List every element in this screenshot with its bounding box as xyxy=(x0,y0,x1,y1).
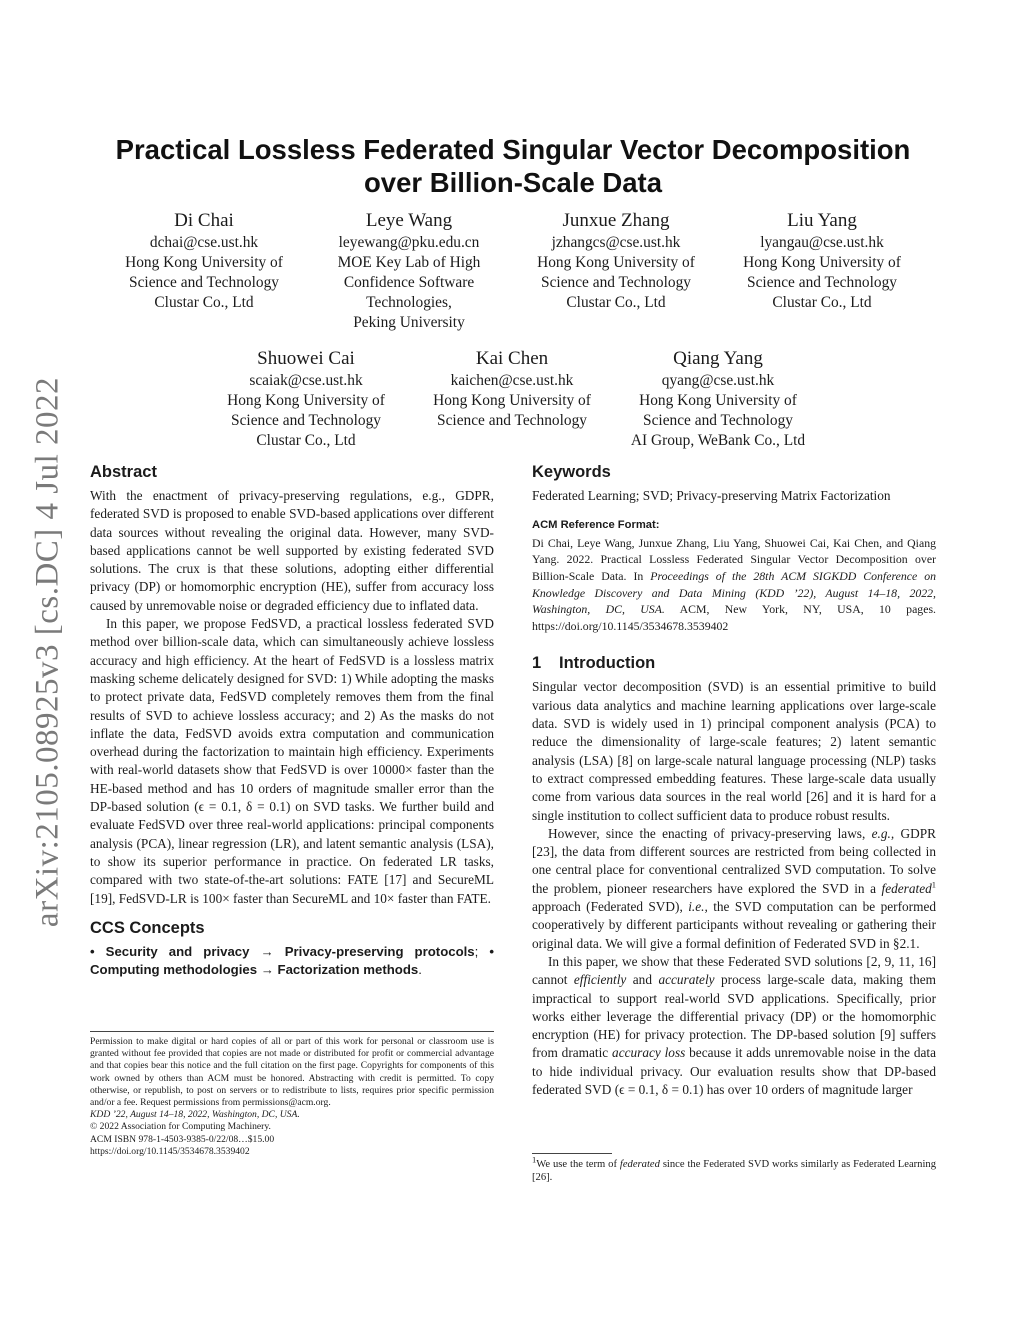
author-affiliation: Clustar Co., Ltd xyxy=(772,294,872,311)
text-run: because it adds unremovable noise in the data to hide individual privacy. Our evaluation results show that DP-based federated SVD (ϵ = 0.1, δ = 0.1) has over 10 orders of magnitude larger xyxy=(532,1045,937,1097)
text-run: However, since the enacting of privacy-preserving laws, xyxy=(548,825,866,841)
author-affiliation: Science and Technology xyxy=(643,412,793,429)
footnote-mark: 1 xyxy=(532,1154,537,1165)
arxiv-identifier-text: arXiv:2105.08925v3 [cs.DC] 4 Jul 2022 xyxy=(29,376,66,928)
text-run: federated xyxy=(881,880,932,896)
abstract-paragraph: With the enactment of privacy-preserving regulations, e.g., GDPR, federated SVD is proposed to enable SVD-based applications over different data sources without revealing the original data. However, many SVD-based applications cannot be well supported by existing federated SVD solutions. The crux is that these solutions, adopting either differential privacy (DP) or homomorphic encryption (HE), suffer from accuracy loss caused by unremovable noise or degraded efficiency due to inflated data. xyxy=(90,488,494,613)
text-run: accuracy loss xyxy=(612,1045,686,1061)
ccs-concepts xyxy=(90,943,494,980)
author-block xyxy=(206,347,406,451)
conference-line: KDD ’22, August 14–18, 2022, Washington, DC, USA. xyxy=(90,1109,300,1121)
author-affiliation: Hong Kong University of xyxy=(125,254,283,271)
author-affiliation: Peking University xyxy=(353,314,465,331)
author-email: scaiak@cse.ust.hk xyxy=(249,372,363,389)
author-block xyxy=(104,209,304,313)
text-run: i.e., xyxy=(688,899,708,915)
ccs-concept: • Computing methodologies → Factorization methods xyxy=(90,943,494,978)
text-run: efficiently xyxy=(573,972,627,988)
permission-block xyxy=(90,1036,494,1158)
text-run: accurately xyxy=(658,972,715,988)
acm-reference-label: ACM Reference Format: xyxy=(532,519,660,532)
author-affiliation: Hong Kong University of xyxy=(433,392,591,409)
author-block xyxy=(412,347,612,431)
acm-reference-venue: Proceedings of the 28th ACM SIGKDD Conference on Knowledge Discovery and Data Mining (KDD ’22), August 14–18, 2022, Washington, DC, USA. xyxy=(532,569,936,617)
acm-reference-authors: Di Chai, Leye Wang, Junxue Zhang, Liu Yang, Shuowei Cai, Kai Chen, and Qiang Yang. 2022. Practical Lossless Federated Singular Vector Decomposition over Billion-Scale Data. In xyxy=(532,535,936,584)
author-affiliation: Hong Kong University of xyxy=(227,392,385,409)
abstract-paragraph: In this paper, we propose FedSVD, a practical lossless federated SVD method over billion-scale data, which can simultaneously achieve lossless accuracy and high efficiency. At the heart of FedSVD is a lossless matrix masking scheme delicately designed for SVD: 1) While adopting the masks to protect private data, FedSVD completely removes them from the final results of SVD to achieve lossless accuracy; and 2) As the masks do not inflate the data, FedSVD avoids extra computation and communication overhead during the factorization to maintain high efficiency. Experiments with real-world datasets show that FedSVD is over 10000× faster than the HE-based method and has 10 orders of magnitude smaller error than the DP-based solution (ϵ = 0.1, δ = 0.1) on SVD tasks. We further build and evaluate FedSVD over three real-world applications: principal components analysis (PCA), linear regression (LR), and latent semantic analysis (LSA), to show its superior performance in practice. On federated LR tasks, compared with two state-of-the-art solutions: FATE [17] and SecureML [19], FedSVD-LR is 100× faster than SecureML and 10× faster than FATE. xyxy=(90,616,494,906)
text-run: In this paper, we show that these Federated SVD solutions [2, 9, 11, 16] cannot xyxy=(532,953,936,988)
intro-paragraph xyxy=(532,953,936,1099)
author-name: Junxue Zhang xyxy=(562,210,670,231)
text-run: process large-scale data, making them impractical to support real-world SVD applications. Specifically, prior works either leverage the differential privacy (DP) or the homomorphic encryption (HE) for privacy protection. The DP-based solution [9] suffers from dramatic xyxy=(532,972,936,1061)
author-affiliation: Hong Kong University of xyxy=(537,254,695,271)
ccs-heading: CCS Concepts xyxy=(90,918,205,937)
author-affiliation: Confidence Software xyxy=(343,274,475,291)
ccs-separator: ; xyxy=(474,943,479,959)
arxiv-identifier xyxy=(28,372,68,932)
right-column xyxy=(532,461,936,1099)
abstract-heading: Abstract xyxy=(90,463,157,481)
author-affiliation: Clustar Co., Ltd xyxy=(256,432,356,449)
section-title: Introduction xyxy=(559,654,656,673)
author-affiliation: Science and Technology xyxy=(129,274,279,291)
intro-paragraph: Singular vector decomposition (SVD) is an essential primitive to build various data analytics and machine learning applications over large-scale data. SVD is widely used in 1) principal component analysis (PCA) to reduce the dimensionality of large-scale features; 2) latent semantic analysis (LSA) [8] on large-scale natural language processing (NLP) tasks to extract compressed embedding features. These large-scale data usually come from various data sources in the real world [26] and it is hard for a single institution to collect sufficient data to produce robust results. xyxy=(532,679,936,823)
introduction-heading xyxy=(532,652,936,674)
author-block xyxy=(309,209,509,333)
text-run: GDPR [23], the data from different sources are restricted from being collected in one central place for conventional centralized SVD computation. To solve the problem, pioneer researchers have explored the SVD in a xyxy=(532,825,937,896)
intro-paragraph xyxy=(532,825,936,953)
author-name: Kai Chen xyxy=(475,348,549,369)
author-affiliation: Hong Kong University of xyxy=(639,392,797,409)
author-block xyxy=(612,347,824,451)
text-run: approach (Federated SVD), xyxy=(532,899,683,915)
keywords-heading: Keywords xyxy=(532,463,611,481)
text-run: federated xyxy=(619,1159,660,1170)
copyright-line: © 2022 Association for Computing Machinery. xyxy=(90,1121,271,1133)
doi-link[interactable]: https://doi.org/10.1145/3534678.3539402 xyxy=(90,1145,250,1157)
author-name: Liu Yang xyxy=(787,210,857,231)
author-affiliation: Science and Technology xyxy=(231,412,381,429)
text-run: We use the term of xyxy=(536,1159,617,1170)
isbn-line: ACM ISBN 978-1-4503-9385-0/22/08…$15.00 xyxy=(90,1133,275,1145)
left-column xyxy=(90,461,494,980)
author-block xyxy=(516,209,716,313)
footnote xyxy=(532,1154,937,1185)
keywords-text: Federated Learning; SVD; Privacy-preserving Matrix Factorization xyxy=(532,488,891,503)
author-affiliation: Science and Technology xyxy=(437,412,587,429)
author-email: kaichen@cse.ust.hk xyxy=(450,372,574,389)
footnote-rule xyxy=(532,1153,612,1154)
text-run: e.g., xyxy=(871,825,895,841)
author-email: lyangau@cse.ust.hk xyxy=(760,234,884,251)
paper-title: Practical Lossless Federated Singular Vector Decomposition over Billion-Scale Data xyxy=(115,134,911,198)
text-run: the SVD computation can be performed cooperatively by different participants without revealing or gathering their original data. We will give a formal definition of Federated SVD in §2.1. xyxy=(532,899,936,951)
author-block xyxy=(722,209,922,313)
author-email: leyewang@pku.edu.cn xyxy=(338,234,480,251)
author-name: Shuowei Cai xyxy=(257,348,355,369)
author-affiliation: MOE Key Lab of High xyxy=(337,254,481,271)
ccs-concept: • Security and privacy → Privacy-preserving protocols xyxy=(90,943,475,959)
author-name: Di Chai xyxy=(174,210,234,231)
author-affiliation: Clustar Co., Ltd xyxy=(154,294,254,311)
ccs-end: . xyxy=(418,962,422,978)
author-email: qyang@cse.ust.hk xyxy=(661,372,775,389)
text-run: and xyxy=(632,972,652,988)
author-email: jzhangcs@cse.ust.hk xyxy=(551,234,681,251)
author-affiliation: Science and Technology xyxy=(541,274,691,291)
section-number: 1 xyxy=(532,654,542,673)
author-affiliation: AI Group, WeBank Co., Ltd xyxy=(630,432,806,449)
author-affiliation: Clustar Co., Ltd xyxy=(566,294,666,311)
permission-text: Permission to make digital or hard copies of all or part of this work for personal or classroom use is granted without fee provided that copies are not made or distributed for profit or commercial advantage and that copies bear this notice and the full citation on the first page. Copyrights for components of this work owned by others than ACM must be honored. Abstracting with credit is permitted. To copy otherwise, or republish, to post on servers or to redistribute to lists, requires prior specific permission and/or a fee. Request permissions from permissions@acm.org. xyxy=(90,1036,494,1109)
permission-rule xyxy=(90,1031,494,1032)
footnote-mark[interactable]: 1 xyxy=(931,879,936,890)
author-affiliation: Science and Technology xyxy=(747,274,897,291)
author-affiliation: Technologies, xyxy=(366,294,452,311)
acm-reference xyxy=(532,517,936,634)
author-email: dchai@cse.ust.hk xyxy=(149,234,259,251)
acm-reference-publisher: ACM, New York, NY, USA, 10 pages. https://doi.org/10.1145/3534678.3539402 xyxy=(532,602,936,633)
text-run: since the Federated SVD works similarly as Federated Learning [26]. xyxy=(532,1159,937,1184)
author-affiliation: Hong Kong University of xyxy=(743,254,901,271)
author-name: Qiang Yang xyxy=(673,348,763,369)
author-name: Leye Wang xyxy=(365,210,453,231)
